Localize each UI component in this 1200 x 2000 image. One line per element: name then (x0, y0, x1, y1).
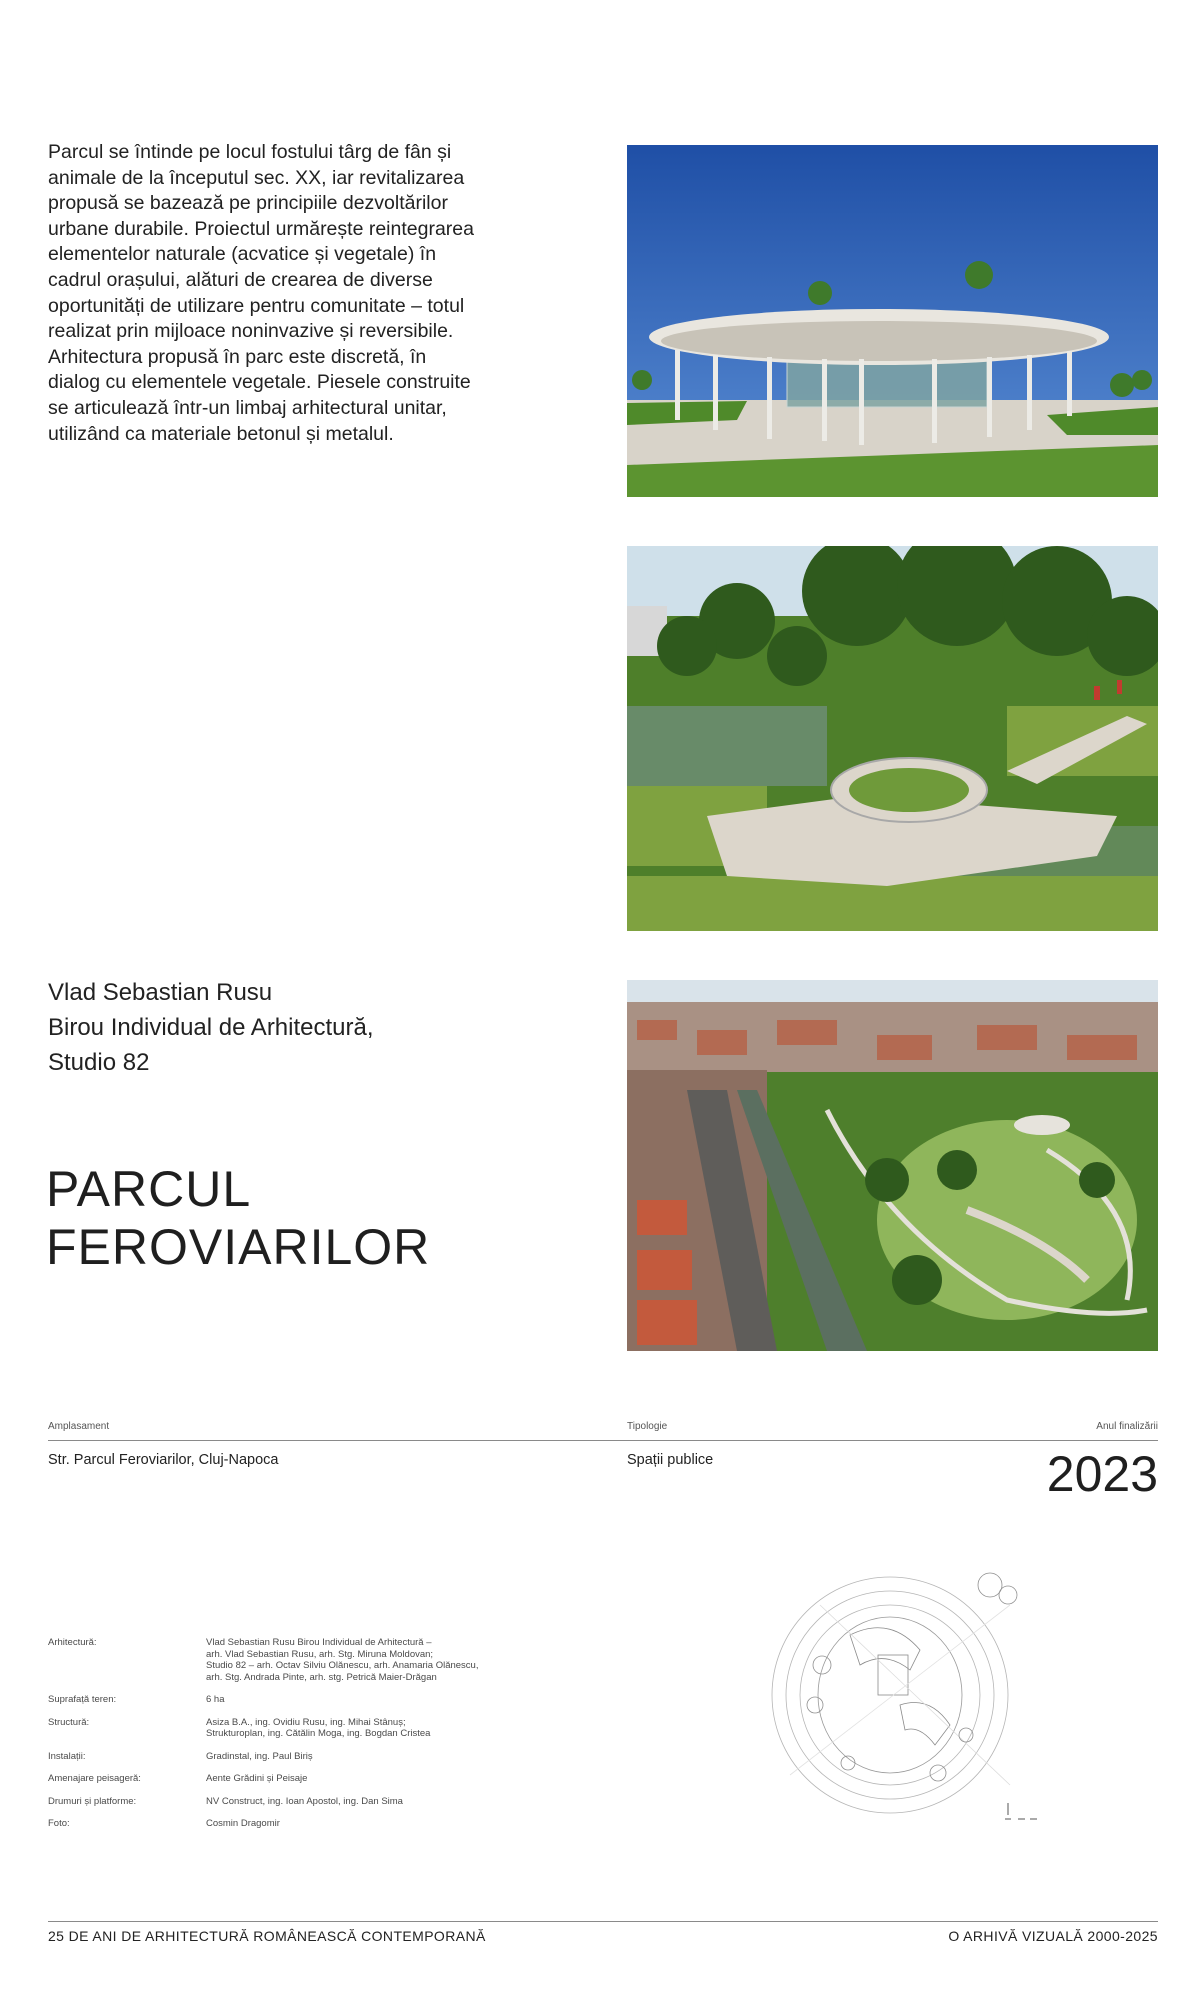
credit-label: Amenajare peisageră: (48, 1773, 141, 1784)
intro-line: cadrul orașului, alături de crearea de diverse (48, 268, 433, 291)
credit-row (48, 1751, 568, 1763)
credit-line: arh. Vlad Sebastian Rusu, arh. Stg. Miruna Moldovan; (206, 1648, 434, 1660)
authors (48, 975, 374, 1080)
title-line: PARCUL (46, 1161, 252, 1217)
credit-line: Vlad Sebastian Rusu Birou Individual de Arhitectură – (206, 1637, 432, 1648)
credit-value (206, 1717, 568, 1740)
site-plan-drawing (760, 1555, 1060, 1835)
intro-line: realizat prin mijloace noninvazive și reversibile. (48, 320, 454, 343)
credit-value (206, 1751, 568, 1763)
project-title (46, 1160, 430, 1276)
credit-row (48, 1818, 568, 1830)
credit-row (48, 1717, 568, 1740)
photo-wetland-platform (627, 546, 1158, 931)
intro-line: dialog cu elementele vegetale. Piesele construite (48, 371, 471, 394)
typology-label: Tipologie (627, 1421, 668, 1432)
author-line: Birou Individual de Arhitectură, (48, 1014, 374, 1041)
credit-line: Strukturoplan, ing. Cătălin Moga, ing. Bogdan Cristea (206, 1728, 431, 1739)
credit-label: Structură: (48, 1716, 90, 1728)
author-line: Studio 82 (48, 1049, 150, 1076)
credit-value (206, 1818, 568, 1830)
intro-line: elementelor naturale (acvatice și vegetale) în (48, 243, 437, 266)
completion-year: 2023 (1046, 1446, 1158, 1502)
intro-line: Parcul se întinde pe locul fostului târg de fân și (48, 141, 452, 163)
credit-value (206, 1773, 568, 1785)
intro-line: urbane durabile. Proiectul urmărește reintegrarea (48, 217, 474, 240)
typology-value: Spații publice (627, 1452, 714, 1468)
footer-divider (48, 1921, 1158, 1922)
credits-list (48, 1637, 568, 1841)
intro-line: oportunități de utilizare pentru comunitate – totul (48, 294, 465, 317)
intro-line: Arhitectura propusă în parc este discretă, în (48, 345, 427, 368)
credit-line: Aente Grădini și Peisaje (206, 1773, 308, 1784)
year-label: Anul finalizării (1096, 1421, 1158, 1432)
credit-line: Studio 82 – arh. Octav Silviu Olănescu, arh. Anamaria Olănescu, (206, 1660, 479, 1671)
credit-row (48, 1637, 568, 1683)
credit-label: Foto: (48, 1818, 70, 1829)
credit-row (48, 1694, 568, 1706)
credit-value (206, 1637, 568, 1683)
credit-label: Drumuri și platforme: (48, 1795, 137, 1807)
credit-line: Gradinstal, ing. Paul Biriș (206, 1750, 313, 1762)
intro-line: propusă se bazează pe principiile dezvoltărilor (48, 192, 448, 215)
credit-value (206, 1694, 568, 1706)
credit-label: Arhitectură: (48, 1637, 97, 1648)
credit-label: Instalații: (48, 1750, 86, 1762)
credit-label: Suprafață teren: (48, 1694, 117, 1705)
intro-line: se articulează într-un limbaj arhitectural unitar, (48, 396, 447, 419)
footer-series-title: 25 DE ANI DE ARHITECTURĂ ROMÂNEASCĂ CONTEMPORANĂ (48, 1928, 486, 1944)
author-line: Vlad Sebastian Rusu (48, 979, 273, 1006)
credit-line: Asiza B.A., ing. Ovidiu Rusu, ing. Mihai Stânuș; (206, 1716, 406, 1728)
location-value: Str. Parcul Feroviarilor, Cluj-Napoca (48, 1452, 279, 1468)
title-line: FEROVIARILOR (46, 1219, 431, 1275)
credit-line: arh. Stg. Andrada Pinte, arh. stg. Petrică Maier-Drăgan (206, 1671, 437, 1683)
intro-line: animale de la începutul sec. XX, iar revitalizarea (48, 166, 465, 189)
footer-archive-title: O ARHIVĂ VIZUALĂ 2000-2025 (948, 1928, 1158, 1944)
credit-value (206, 1796, 568, 1808)
credit-row (48, 1773, 568, 1785)
credit-row (48, 1796, 568, 1808)
photo-pavilion (627, 145, 1158, 497)
location-label: Amplasament (48, 1421, 110, 1432)
intro-paragraph (48, 140, 518, 447)
credit-line: 6 ha (206, 1694, 225, 1705)
credit-line: Cosmin Dragomir (206, 1818, 280, 1829)
photo-aerial-park (627, 980, 1158, 1351)
intro-line: utilizând ca materiale betonul și metalul. (48, 422, 394, 445)
credit-line: NV Construct, ing. Ioan Apostol, ing. Dan Sima (206, 1795, 403, 1807)
meta-divider (48, 1440, 1158, 1441)
